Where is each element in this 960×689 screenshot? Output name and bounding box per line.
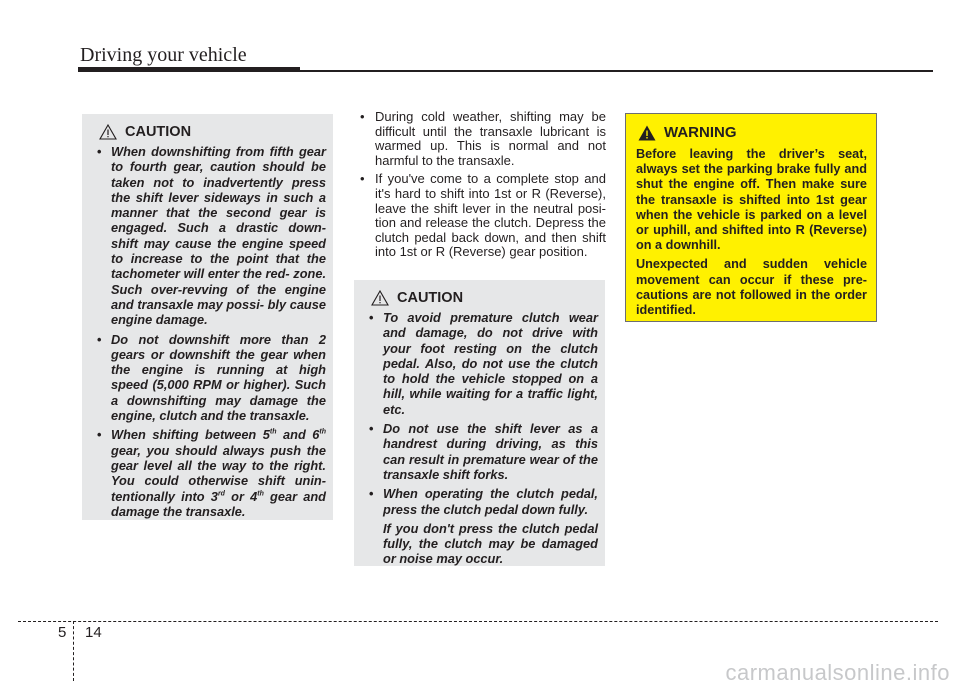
caution-bullet: • To avoid premature clutch wear and damage, do not drive with your foot resting on the clutch pedal. Also, do not use the clutch to hold the vehicle stopped on a hill, while waiting for a traffic light, etc. xyxy=(361,310,598,417)
bullet-text: and 6 xyxy=(276,427,320,443)
caution-bullet xyxy=(89,427,326,519)
bullet-text: gear and damage the transaxle. xyxy=(111,488,326,519)
caution-title: CAUTION xyxy=(397,290,464,306)
caution-bullet: • When operating the clutch pedal, press the clutch pedal down fully. xyxy=(361,486,598,517)
warning-heading xyxy=(636,124,867,141)
caution-box-clutch xyxy=(354,280,605,566)
page-header-title: Driving your vehicle xyxy=(80,44,247,66)
caution-bullet-continuation: If you don't press the clutch pedal fully, the clutch may be damaged or noise may occur. xyxy=(383,520,598,567)
caution-box-shifting xyxy=(82,114,333,520)
header-rule-thick xyxy=(78,67,300,72)
ordinal-suffix: th xyxy=(257,490,264,498)
warning-paragraph: Before leaving the driver’s seat, always set the parking brake fully and shut the engine off. Then make sure the transaxle is shifted into 1st gear when the vehicle is parked on a level or uphill, and shifted into R (Reverse) on a downhill. xyxy=(636,147,867,253)
caution-title: CAUTION xyxy=(125,124,192,140)
body-bullet: • If you've come to a complete stop and it's hard to shift into 1st or R (Reverse), leave the shift lever in the neutral posi- tion and release the clutch. Depress the clutch pedal back down, and then shift into 1st or R (Reverse) gear position. xyxy=(358,172,606,260)
caution-bullet: • When downshifting from fifth gear to fourth gear, caution should be taken not to inadvertently press the shift lever sideways in such a manner that the second gear is engaged. Such a drastic down- shift may cause the engine speed to increase to the point that the tachometer will enter the red- zone. Such over-revving of the engine and transaxle may possi- bly cause engine damage. xyxy=(89,144,326,328)
bullet-text: When shifting between 5 xyxy=(111,427,270,443)
page-number: 14 xyxy=(85,624,102,641)
caution-bullet: • Do not downshift more than 2 gears or downshift the gear when the engine is running at high speed (5,000 RPM or higher). Such a downshifting may damage the engine, clutch and the transaxle. xyxy=(89,332,326,424)
warning-box-parking xyxy=(625,113,877,322)
caution-triangle-icon xyxy=(99,124,117,140)
header-rule-thin xyxy=(300,70,933,72)
caution-heading xyxy=(361,290,598,306)
footer-rule xyxy=(18,621,938,622)
caution-triangle-icon xyxy=(371,290,389,306)
warning-paragraph: Unexpected and sudden vehicle movement can occur if these pre- cautions are not followed in the order identified. xyxy=(636,257,867,318)
body-bullet: • During cold weather, shifting may be difficult until the transaxle lubricant is warmed up. This is normal and not harmful to the transaxle. xyxy=(358,110,606,168)
ordinal-suffix: rd xyxy=(217,490,225,498)
warning-triangle-icon xyxy=(638,125,656,141)
warning-title: WARNING xyxy=(664,124,737,141)
bullet-text: gear, you should always push the gear level all the way to the right. You could otherwise shift unin- tentionally into 3 xyxy=(111,442,326,504)
bullet-text: or 4 xyxy=(224,488,258,504)
watermark: carmanualsonline.info xyxy=(725,660,950,685)
caution-bullet: • Do not use the shift lever as a handrest during driving, as this can result in premature wear of the transaxle shift forks. xyxy=(361,421,598,482)
ordinal-suffix: th xyxy=(269,429,277,437)
chapter-number: 5 xyxy=(58,624,67,641)
caution-heading xyxy=(89,124,326,140)
body-text-column xyxy=(358,110,606,264)
ordinal-suffix: th xyxy=(319,429,327,437)
page-number-divider xyxy=(73,621,74,681)
